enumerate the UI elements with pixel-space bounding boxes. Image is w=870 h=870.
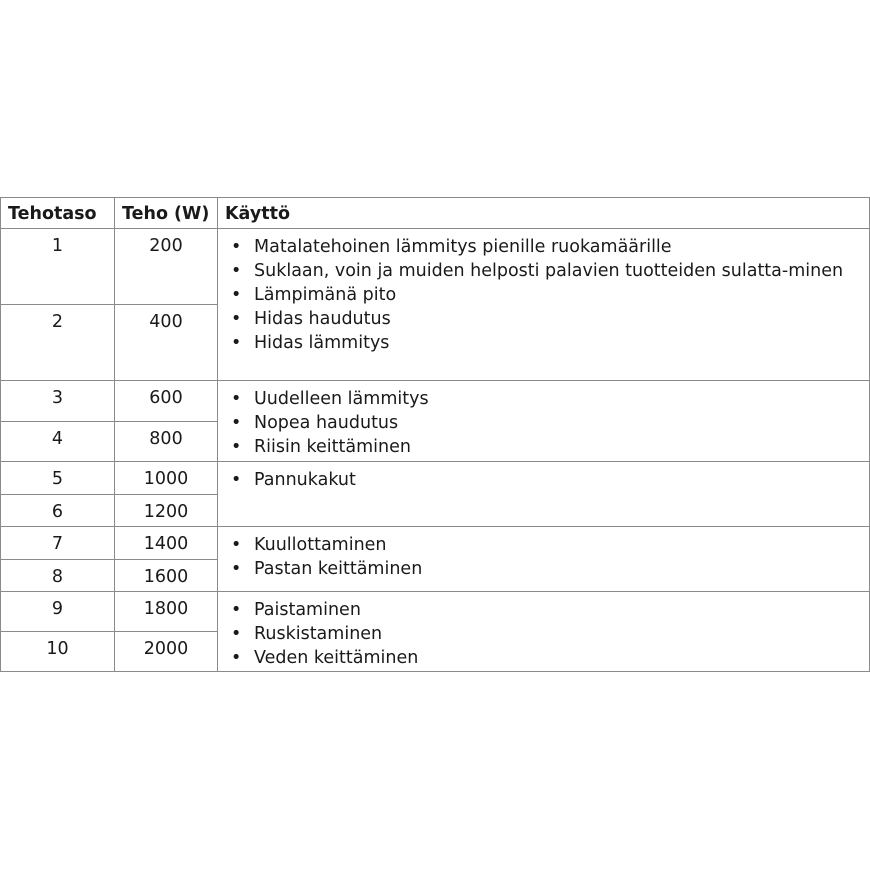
table-row bbox=[1, 462, 870, 495]
usage-item: • Ruskistaminen bbox=[230, 622, 869, 646]
table-row bbox=[1, 527, 870, 560]
power-cell: 800 bbox=[115, 422, 218, 462]
usage-item: • Nopea haudutus bbox=[230, 411, 869, 435]
usage-item: • Matalatehoinen lämmitys pienille ruokamäärille bbox=[230, 235, 869, 259]
header-power: Teho (W) bbox=[115, 198, 218, 229]
usage-list bbox=[230, 387, 869, 459]
power-cell: 1800 bbox=[115, 592, 218, 632]
level-cell: 7 bbox=[1, 527, 115, 560]
usage-item: • Lämpimänä pito bbox=[230, 283, 869, 307]
usage-list bbox=[230, 598, 869, 670]
header-level: Tehotaso bbox=[1, 198, 115, 229]
power-cell: 600 bbox=[115, 381, 218, 422]
usage-list bbox=[230, 533, 869, 581]
usage-list bbox=[230, 468, 869, 492]
level-cell: 1 bbox=[1, 229, 115, 305]
level-cell: 9 bbox=[1, 592, 115, 632]
usage-item: • Paistaminen bbox=[230, 598, 869, 622]
usage-item: • Pastan keittäminen bbox=[230, 557, 869, 581]
usage-item: • Veden keittäminen bbox=[230, 646, 869, 670]
usage-item bbox=[230, 259, 869, 283]
usage-list bbox=[230, 235, 869, 355]
usage-cell bbox=[218, 381, 870, 462]
power-cell: 1400 bbox=[115, 527, 218, 560]
usage-item: • Kuullottaminen bbox=[230, 533, 869, 557]
level-cell: 4 bbox=[1, 422, 115, 462]
power-cell: 1000 bbox=[115, 462, 218, 495]
level-cell: 2 bbox=[1, 305, 115, 381]
usage-item: • Hidas lämmitys bbox=[230, 331, 869, 355]
power-level-table bbox=[0, 197, 870, 672]
table-row bbox=[1, 592, 870, 632]
level-cell: 3 bbox=[1, 381, 115, 422]
header-usage: Käyttö bbox=[218, 198, 870, 229]
usage-item: • Uudelleen lämmitys bbox=[230, 387, 869, 411]
usage-item: • Riisin keittäminen bbox=[230, 435, 869, 459]
power-cell: 1600 bbox=[115, 560, 218, 592]
level-cell: 5 bbox=[1, 462, 115, 495]
power-cell: 200 bbox=[115, 229, 218, 305]
usage-cell bbox=[218, 527, 870, 592]
level-cell: 10 bbox=[1, 632, 115, 672]
usage-cell bbox=[218, 229, 870, 381]
power-cell: 2000 bbox=[115, 632, 218, 672]
usage-cell bbox=[218, 592, 870, 672]
level-cell: 6 bbox=[1, 495, 115, 527]
power-cell: 1200 bbox=[115, 495, 218, 527]
usage-cell bbox=[218, 462, 870, 527]
table-row bbox=[1, 229, 870, 305]
usage-item: • Hidas haudutus bbox=[230, 307, 869, 331]
header-row bbox=[1, 198, 870, 229]
level-cell: 8 bbox=[1, 560, 115, 592]
usage-item: • Pannukakut bbox=[230, 468, 869, 492]
usage-item-text: Suklaan, voin ja muiden helposti palavien tuotteiden sulatta-minen bbox=[254, 261, 844, 281]
power-cell: 400 bbox=[115, 305, 218, 381]
table-row bbox=[1, 381, 870, 422]
